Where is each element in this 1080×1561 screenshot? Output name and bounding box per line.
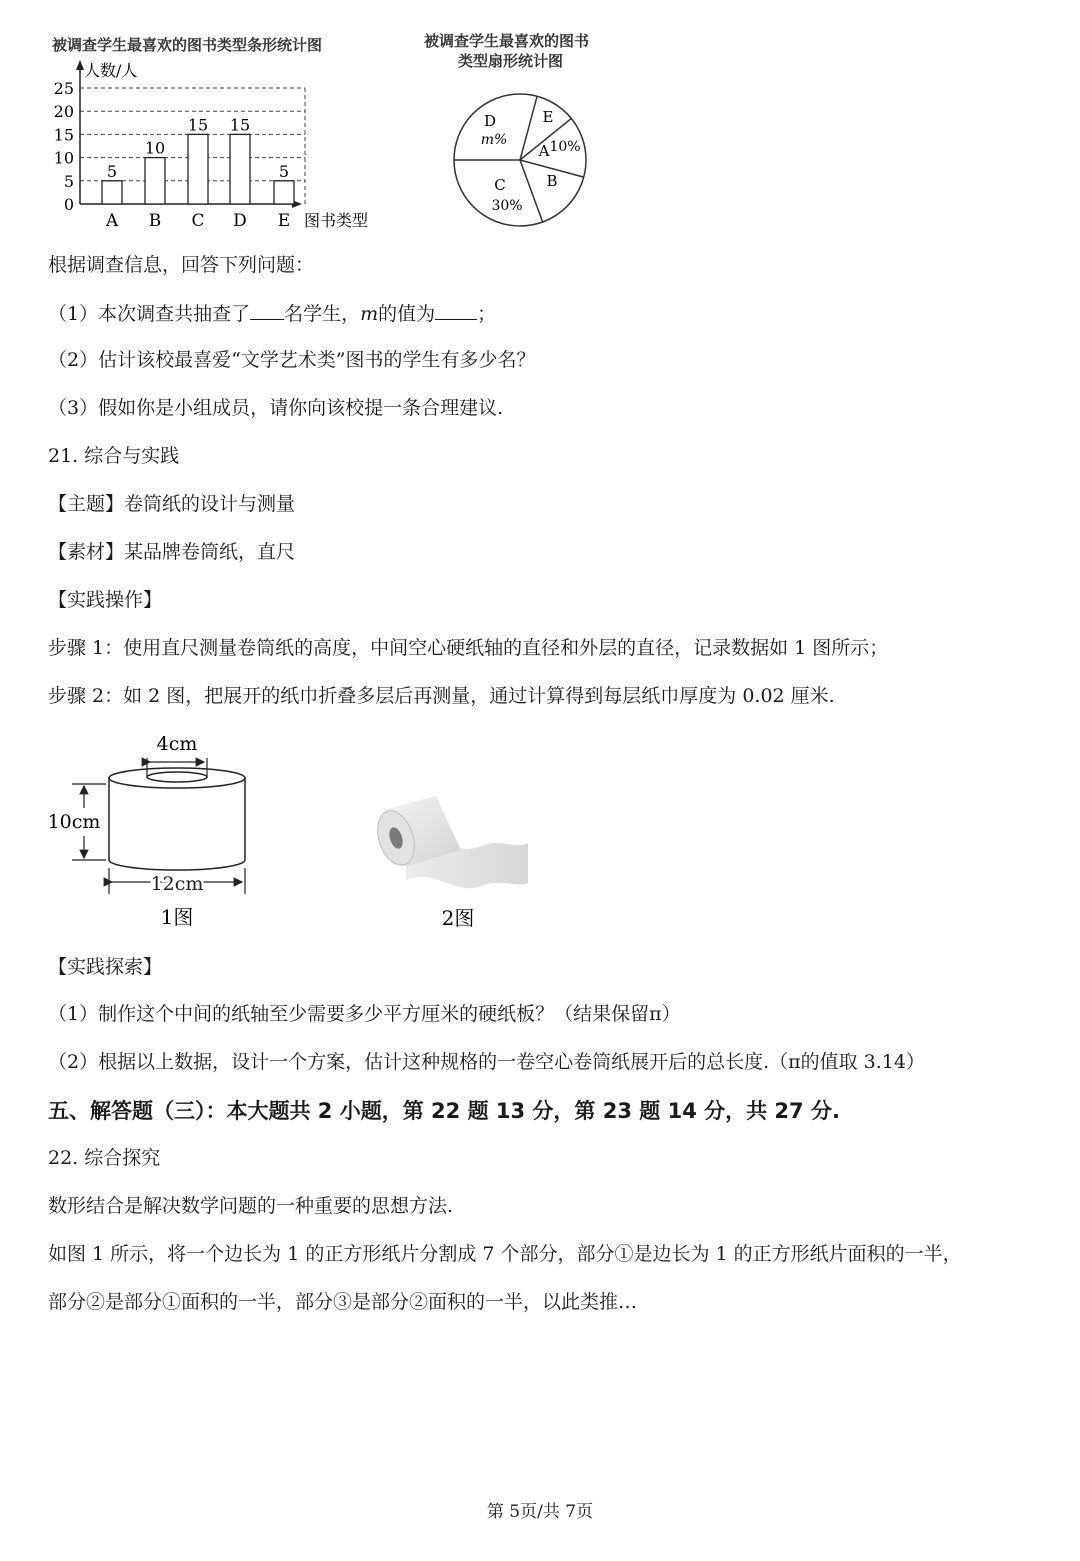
bar-chart-title: 被调查学生最喜欢的图书类型条形统计图: [52, 36, 323, 54]
pie-divider: [520, 160, 543, 222]
bar-chart: [40, 56, 400, 236]
pie-label-e: E: [542, 108, 554, 126]
problem-21-heading: 21. 综合与实践: [48, 445, 180, 467]
bar-ytick-label: 20: [53, 102, 74, 122]
pie-label-c-pct: 30%: [491, 198, 523, 214]
pie-divider: [520, 96, 537, 160]
problem-22-heading: 22. 综合探究: [48, 1147, 161, 1169]
bar-chart-bars: [102, 134, 294, 204]
bar-ytick-label: 25: [53, 79, 74, 98]
label-12cm: 12cm: [150, 873, 204, 895]
bar-category-label: A: [105, 211, 119, 231]
bar-category-label: D: [233, 211, 247, 231]
bar-chart-xlabel: 图书类型: [304, 211, 369, 230]
pie-label-a-pct: 10%: [549, 139, 581, 155]
pie-label-c: C: [494, 176, 506, 194]
toilet-roll-illustration: [366, 788, 536, 933]
bar-ytick-label: 5: [63, 171, 74, 191]
problem-22-line-1: 数形结合是解决数学问题的一种重要的思想方法.: [48, 1195, 454, 1217]
question-1: （1）本次调查共抽查了 名学生，m的值为 ；: [48, 303, 497, 325]
explore-heading: 【实践探索】: [48, 956, 163, 978]
label-10cm: 10cm: [47, 811, 101, 833]
bar-category-label: E: [277, 211, 291, 231]
explore-2: （2）根据以上数据，设计一个方案，估计这种规格的一卷空心卷筒纸展开后的总长度.（π的值取 3.14）: [48, 1051, 925, 1073]
bar-ytick-label: 15: [53, 125, 74, 145]
material-text: 【素材】某品牌卷筒纸，直尺: [48, 541, 296, 563]
pie-label-m: m%: [480, 132, 508, 148]
bar-D: [230, 134, 250, 204]
paper-roll-diagram: [44, 728, 264, 928]
bar-value-label: 10: [144, 138, 166, 158]
bar-y-axis-arrow: [76, 60, 84, 70]
pie-chart-title-line2: 类型扇形统计图: [458, 52, 564, 70]
core-ellipse: [147, 772, 207, 782]
bar-C: [188, 134, 208, 204]
intro-text: 根据调查信息，回答下列问题：: [48, 254, 315, 276]
bar-ytick-label: 0: [63, 195, 74, 214]
step-1: 步骤 1：使用直尺测量卷筒纸的高度，中间空心硬纸轴的直径和外层的直径，记录数据如 1 图所示；: [48, 637, 889, 659]
step-2: 步骤 2：如 2 图，把展开的纸巾折叠多层后再测量，通过计算得到每层纸巾厚度为 0.02 厘米.: [48, 685, 835, 707]
practice-heading: 【实践操作】: [48, 589, 163, 611]
bar-value-label: 15: [187, 115, 209, 135]
pie-label-d: D: [483, 112, 497, 130]
bar-A: [102, 181, 122, 204]
bar-category-label: B: [148, 211, 162, 231]
pie-chart-title-line1: 被调查学生最喜欢的图书: [424, 32, 590, 50]
problem-22-line-3: 部分②是部分①面积的一半，部分③是部分②面积的一半，以此类推…: [48, 1291, 638, 1313]
bar-value-label: 5: [106, 161, 118, 181]
bar-value-label: 5: [278, 161, 290, 181]
bar-chart-ylabel: 人数/人: [84, 61, 138, 80]
bar-E: [274, 181, 294, 204]
question-2: （2）估计该校最喜爱“文学艺术类”图书的学生有多少名？: [48, 349, 536, 371]
pie-chart: [440, 80, 600, 240]
bar-category-label: C: [191, 211, 205, 231]
explore-1: （1）制作这个中间的纸轴至少需要多少平方厘米的硬纸板？（结果保留π）: [48, 1003, 681, 1025]
label-4cm: 4cm: [156, 733, 198, 755]
problem-22-line-2: 如图 1 所示，将一个边长为 1 的正方形纸片分割成 7 个部分，部分①是边长为 1 的正方形纸片面积的一半，: [48, 1243, 962, 1265]
page-footer: 第 5页/共 7页: [486, 1502, 594, 1522]
bar-chart-labels: [54, 79, 291, 231]
bar-ytick-label: 10: [53, 148, 74, 168]
pie-label-b: B: [546, 172, 558, 190]
question-3: （3）假如你是小组成员，请你向该校提一条合理建议.: [48, 397, 504, 419]
bar-B: [145, 158, 165, 204]
roll-top-ellipse: [109, 768, 245, 788]
pie-label-a: A: [538, 142, 550, 160]
figure-1-caption: 1图: [160, 905, 194, 928]
section-5-heading: 五、解答题（三）：本大题共 2 小题，第 22 题 13 分，第 23 题 14 分，共 27 分.: [48, 1099, 840, 1123]
bar-value-label: 15: [229, 115, 251, 135]
figure-2-caption: 2图: [441, 906, 475, 930]
theme-text: 【主题】卷筒纸的设计与测量: [48, 493, 296, 515]
